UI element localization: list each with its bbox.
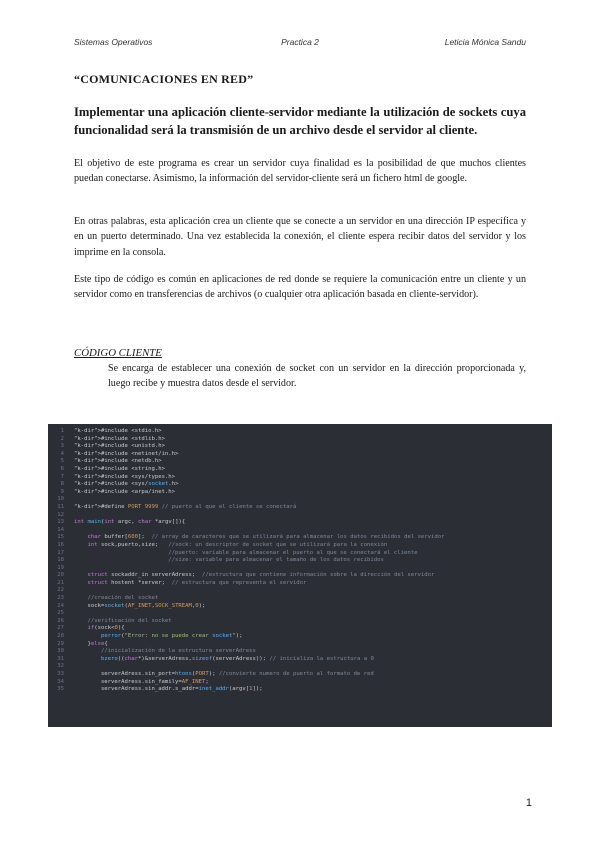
code-text: "k-dir">#include <sys/socket.h>: [74, 481, 179, 488]
line-number: 34: [57, 678, 64, 685]
line-number: 9: [60, 488, 64, 495]
code-text: "k-dir">#include <arpa/inet.h>: [74, 488, 176, 495]
code-line: [48, 512, 552, 520]
line-number: 18: [57, 557, 64, 564]
line-number: 13: [57, 519, 64, 526]
code-line: [48, 580, 552, 588]
code-text: serverAdress.sin_addr.s_addr=inet_addr(argv[1]);: [74, 686, 263, 693]
line-number: 2: [60, 435, 64, 442]
line-number: 8: [60, 481, 64, 488]
code-text: sock=socket(AF_INET,SOCK_STREAM,0);: [74, 602, 206, 609]
line-number: 32: [57, 663, 64, 670]
code-line: [48, 587, 552, 595]
line-number: 27: [57, 625, 64, 632]
line-number: 19: [57, 564, 64, 571]
code-text: struct hostent *server; // estructura que representa el servidor: [87, 579, 307, 586]
line-number: 22: [57, 587, 64, 594]
line-number: 5: [60, 458, 64, 465]
code-line: [48, 481, 552, 489]
code-line: [48, 671, 552, 679]
paragraph-objective: El objetivo de este programa es crear un servidor cuya finalidad es la posibilidad de que muchos clientes puedan conectarse. Asimismo, la información del servidor-cliente será un fichero html de google.: [74, 158, 526, 185]
code-line: [48, 572, 552, 580]
line-number: 12: [57, 511, 64, 518]
code-text: //size: variable para almacenar el tamaño de los datos recibidos: [168, 557, 384, 564]
code-line: [48, 679, 552, 687]
code-text: //creación del socket: [87, 595, 159, 602]
code-line: [48, 534, 552, 542]
code-text: char buffer[600]; // array de caracteres que se utilizará para almacenar los datos recibidos del servidor: [87, 534, 445, 541]
code-line: [48, 618, 552, 626]
code-text: "k-dir">#include <sys/types.h>: [74, 473, 176, 480]
code-line: [48, 458, 552, 466]
line-number: 25: [57, 610, 64, 617]
code-line: [48, 542, 552, 550]
line-number: 33: [57, 671, 64, 677]
section-title-client-code: CÓDIGO CLIENTE: [74, 347, 162, 359]
code-line: [48, 443, 552, 451]
code-text: if(sock<0){: [87, 625, 125, 632]
line-number: 29: [57, 640, 64, 647]
line-number: 3: [60, 443, 64, 450]
line-number: 24: [57, 602, 64, 609]
line-number: 23: [57, 595, 64, 602]
document-subtitle: Implementar una aplicación cliente-servidor mediante la utilización de sockets cuya funcionalidad será la transmisión de un archivo desde el servidor al cliente.: [74, 105, 526, 137]
code-text: //puerto: variable para almacenar el puerto al que se conectará el cliente: [168, 549, 418, 556]
code-line: [48, 595, 552, 603]
line-number: 11: [57, 503, 64, 510]
code-line: [48, 436, 552, 444]
code-line: [48, 610, 552, 618]
line-number: 1: [60, 428, 64, 434]
code-text: //inicialización de la estructura serverAdress: [100, 648, 256, 655]
document-title: “COMUNICACIONES EN RED”: [74, 72, 254, 86]
header-course: Sistemas Operativos: [74, 37, 153, 47]
code-line: [48, 686, 552, 694]
line-number: 17: [57, 549, 64, 556]
line-number: 4: [60, 450, 64, 457]
line-number: 20: [57, 572, 64, 579]
code-text: serverAdress.sin_family=AF_INET;: [74, 678, 209, 685]
code-line: [48, 504, 552, 512]
line-number: 10: [57, 496, 64, 503]
section-description: Se encarga de establecer una conexión de socket con un servidor en la dirección proporcionada y, luego recibe y muestra datos desde el servidor.: [108, 363, 526, 390]
line-number: 14: [57, 526, 64, 533]
header-practice: Practica 2: [281, 37, 319, 47]
line-number: 16: [57, 541, 64, 548]
code-screenshot: [48, 424, 552, 727]
code-line: [48, 633, 552, 641]
line-number: 31: [57, 655, 64, 662]
code-text: int sock,puerto,size; //sock: un descriptor de socket que se utilizará para la conexión: [87, 541, 388, 548]
code-line: [48, 656, 552, 664]
code-text: //verificación del socket: [87, 617, 172, 624]
line-number: 15: [57, 534, 64, 541]
code-text: }else{: [74, 640, 108, 647]
code-text: struct sockaddr_in serverAdress; //estructura que contiene información sobre la dirección del servidor: [87, 572, 435, 579]
code-text: "k-dir">#include <unistd.h>: [74, 443, 165, 450]
code-text: "k-dir">#include <stdio.h>: [74, 428, 162, 434]
code-line: [48, 663, 552, 671]
line-number: 28: [57, 633, 64, 640]
code-text: "k-dir">#define PORT 9999 // puerto al que el cliente se conectará: [74, 503, 297, 510]
code-line: [48, 428, 552, 436]
code-text: "k-dir">#include <netdb.h>: [74, 458, 162, 465]
paragraph-description: En otras palabras, esta aplicación crea un cliente que se conecte a un servidor en una dirección IP específica y en un puerto determinado. Una vez establecida la conexión, el cliente espera recibir datos del servidor y los imprime en la consola.: [74, 216, 526, 258]
page-number: 1: [525, 797, 532, 809]
code-line: [48, 519, 552, 527]
code-line: [48, 603, 552, 611]
header-author: Leticia Mónica Sandu: [444, 37, 526, 47]
code-line: [48, 496, 552, 504]
code-text: "k-dir">#include <netinet/in.h>: [74, 450, 179, 457]
code-line: [48, 474, 552, 482]
code-text: int main(int argc, char *argv[]){: [74, 519, 186, 526]
code-line: [48, 557, 552, 565]
code-text: serverAdress.sin_port=htons(PORT); //convierte numero de puerto al formato de red: [74, 671, 374, 677]
line-number: 30: [57, 648, 64, 655]
code-line: [48, 466, 552, 474]
code-line: [48, 451, 552, 459]
line-number: 35: [57, 686, 64, 693]
code-line: [48, 625, 552, 633]
paragraph-usage: Este tipo de código es común en aplicaciones de red donde se requiere la comunicación entre un cliente y un servidor como en transferencias de archivos (o cualquier otra aplicación basada en cliente-servidor).: [74, 274, 526, 301]
line-number: 7: [60, 473, 64, 480]
line-number: 21: [57, 579, 64, 586]
code-text: "k-dir">#include <stdlib.h>: [74, 435, 165, 442]
code-line: [48, 648, 552, 656]
code-text: bzero((char*)&serverAdress,sizeof(serverAdress)); // inicializa la estructura a 0: [100, 655, 374, 662]
page-header: [74, 37, 526, 51]
line-number: 6: [60, 465, 64, 472]
code-text: perror("Error: no se puede crear socket");: [100, 633, 243, 640]
line-number: 26: [57, 617, 64, 624]
code-line: [48, 550, 552, 558]
code-line: [48, 489, 552, 497]
code-text: "k-dir">#include <string.h>: [74, 465, 165, 472]
